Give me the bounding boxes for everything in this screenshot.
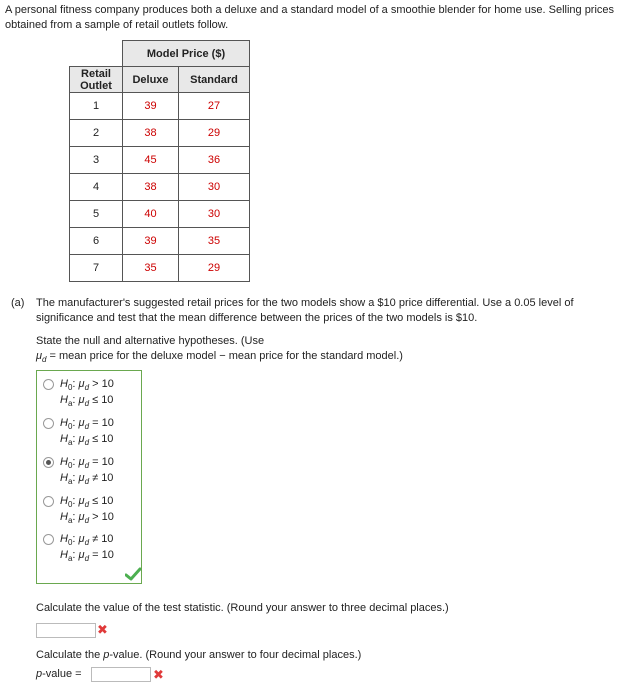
cell-standard: 30 [179,201,250,228]
cell-outlet: 3 [70,147,123,174]
intro-text: A personal fitness company produces both a deluxe and a standard model of a smoothie blender for home use. Selling prices obtained from a sample of retail outlets follow. [5,4,615,31]
hypothesis-option[interactable] [43,531,139,565]
cell-outlet: 7 [70,255,123,282]
cell-outlet: 2 [70,120,123,147]
hypothesis-text: $H_0$: $\mu_d \ne 10$ $H_a$: $\mu_d = 10$ [60,533,114,564]
pvalue-question: Calculate the p-value. (Round your answer to four decimal places.) [36,649,362,661]
hypotheses-instructions [36,334,626,364]
table-row [70,93,250,120]
cell-deluxe: 39 [123,228,179,255]
hypothesis-text: $H_0$: $\mu_d = 10$ $H_a$: $\mu_d \ne 10$ [60,456,114,487]
cell-deluxe: 45 [123,147,179,174]
table-group-header: Model Price ($) [123,41,250,67]
incorrect-icon: ✖ [153,667,164,682]
check-icon [125,567,141,581]
radio-button[interactable] [43,379,54,390]
hypothesis-text: $H_0$: $\mu_d = 10$ $H_a$: $\mu_d \le 10$ [60,417,114,448]
pvalue-input[interactable] [91,667,151,682]
instructions-line-2: $\mu_d$ = mean price for the deluxe model − mean price for the standard model.) [36,350,403,365]
part-a-label: (a) [11,297,25,309]
table-row [70,201,250,228]
cell-standard: 29 [179,120,250,147]
table-corner [70,41,123,67]
radio-button[interactable] [43,534,54,545]
test-statistic-input[interactable] [36,623,96,638]
table-row [70,147,250,174]
cell-standard: 27 [179,93,250,120]
radio-button[interactable] [43,418,54,429]
cell-outlet: 5 [70,201,123,228]
hypothesis-text: $H_0$: $\mu_d \le 10$ $H_a$: $\mu_d > 10$ [60,495,114,526]
price-table [69,40,250,282]
cell-deluxe: 39 [123,93,179,120]
table-header-standard: Standard [179,67,250,93]
table-row [70,120,250,147]
cell-deluxe: 38 [123,120,179,147]
cell-deluxe: 40 [123,201,179,228]
cell-standard: 30 [179,174,250,201]
table-row [70,174,250,201]
cell-deluxe: 35 [123,255,179,282]
cell-deluxe: 38 [123,174,179,201]
table-row [70,255,250,282]
cell-standard: 36 [179,147,250,174]
incorrect-icon: ✖ [97,622,108,637]
pvalue-label: p-value = [36,668,82,680]
hypotheses-options [36,370,142,584]
cell-standard: 29 [179,255,250,282]
cell-outlet: 6 [70,228,123,255]
cell-outlet: 4 [70,174,123,201]
radio-button[interactable] [43,496,54,507]
table-header-deluxe: Deluxe [123,67,179,93]
test-statistic-question: Calculate the value of the test statistic. (Round your answer to three decimal places.) [36,602,449,614]
hypothesis-option[interactable] [43,454,139,488]
table-header-outlet: Retail Outlet [70,67,123,93]
hypothesis-option[interactable] [43,376,139,410]
cell-standard: 35 [179,228,250,255]
table-row [70,228,250,255]
hypothesis-text: $H_0$: $\mu_d > 10$ $H_a$: $\mu_d \le 10$ [60,378,114,409]
radio-button[interactable] [43,457,54,468]
cell-outlet: 1 [70,93,123,120]
instructions-line-1: State the null and alternative hypotheses. (Use [36,335,265,347]
hypothesis-option[interactable] [43,415,139,449]
hypothesis-option[interactable] [43,493,139,527]
part-a-text: The manufacturer's suggested retail prices for the two models show a $10 price differential. Use a 0.05 level of significance and test that the mean difference between the prices of the two models is $10. [36,297,574,324]
